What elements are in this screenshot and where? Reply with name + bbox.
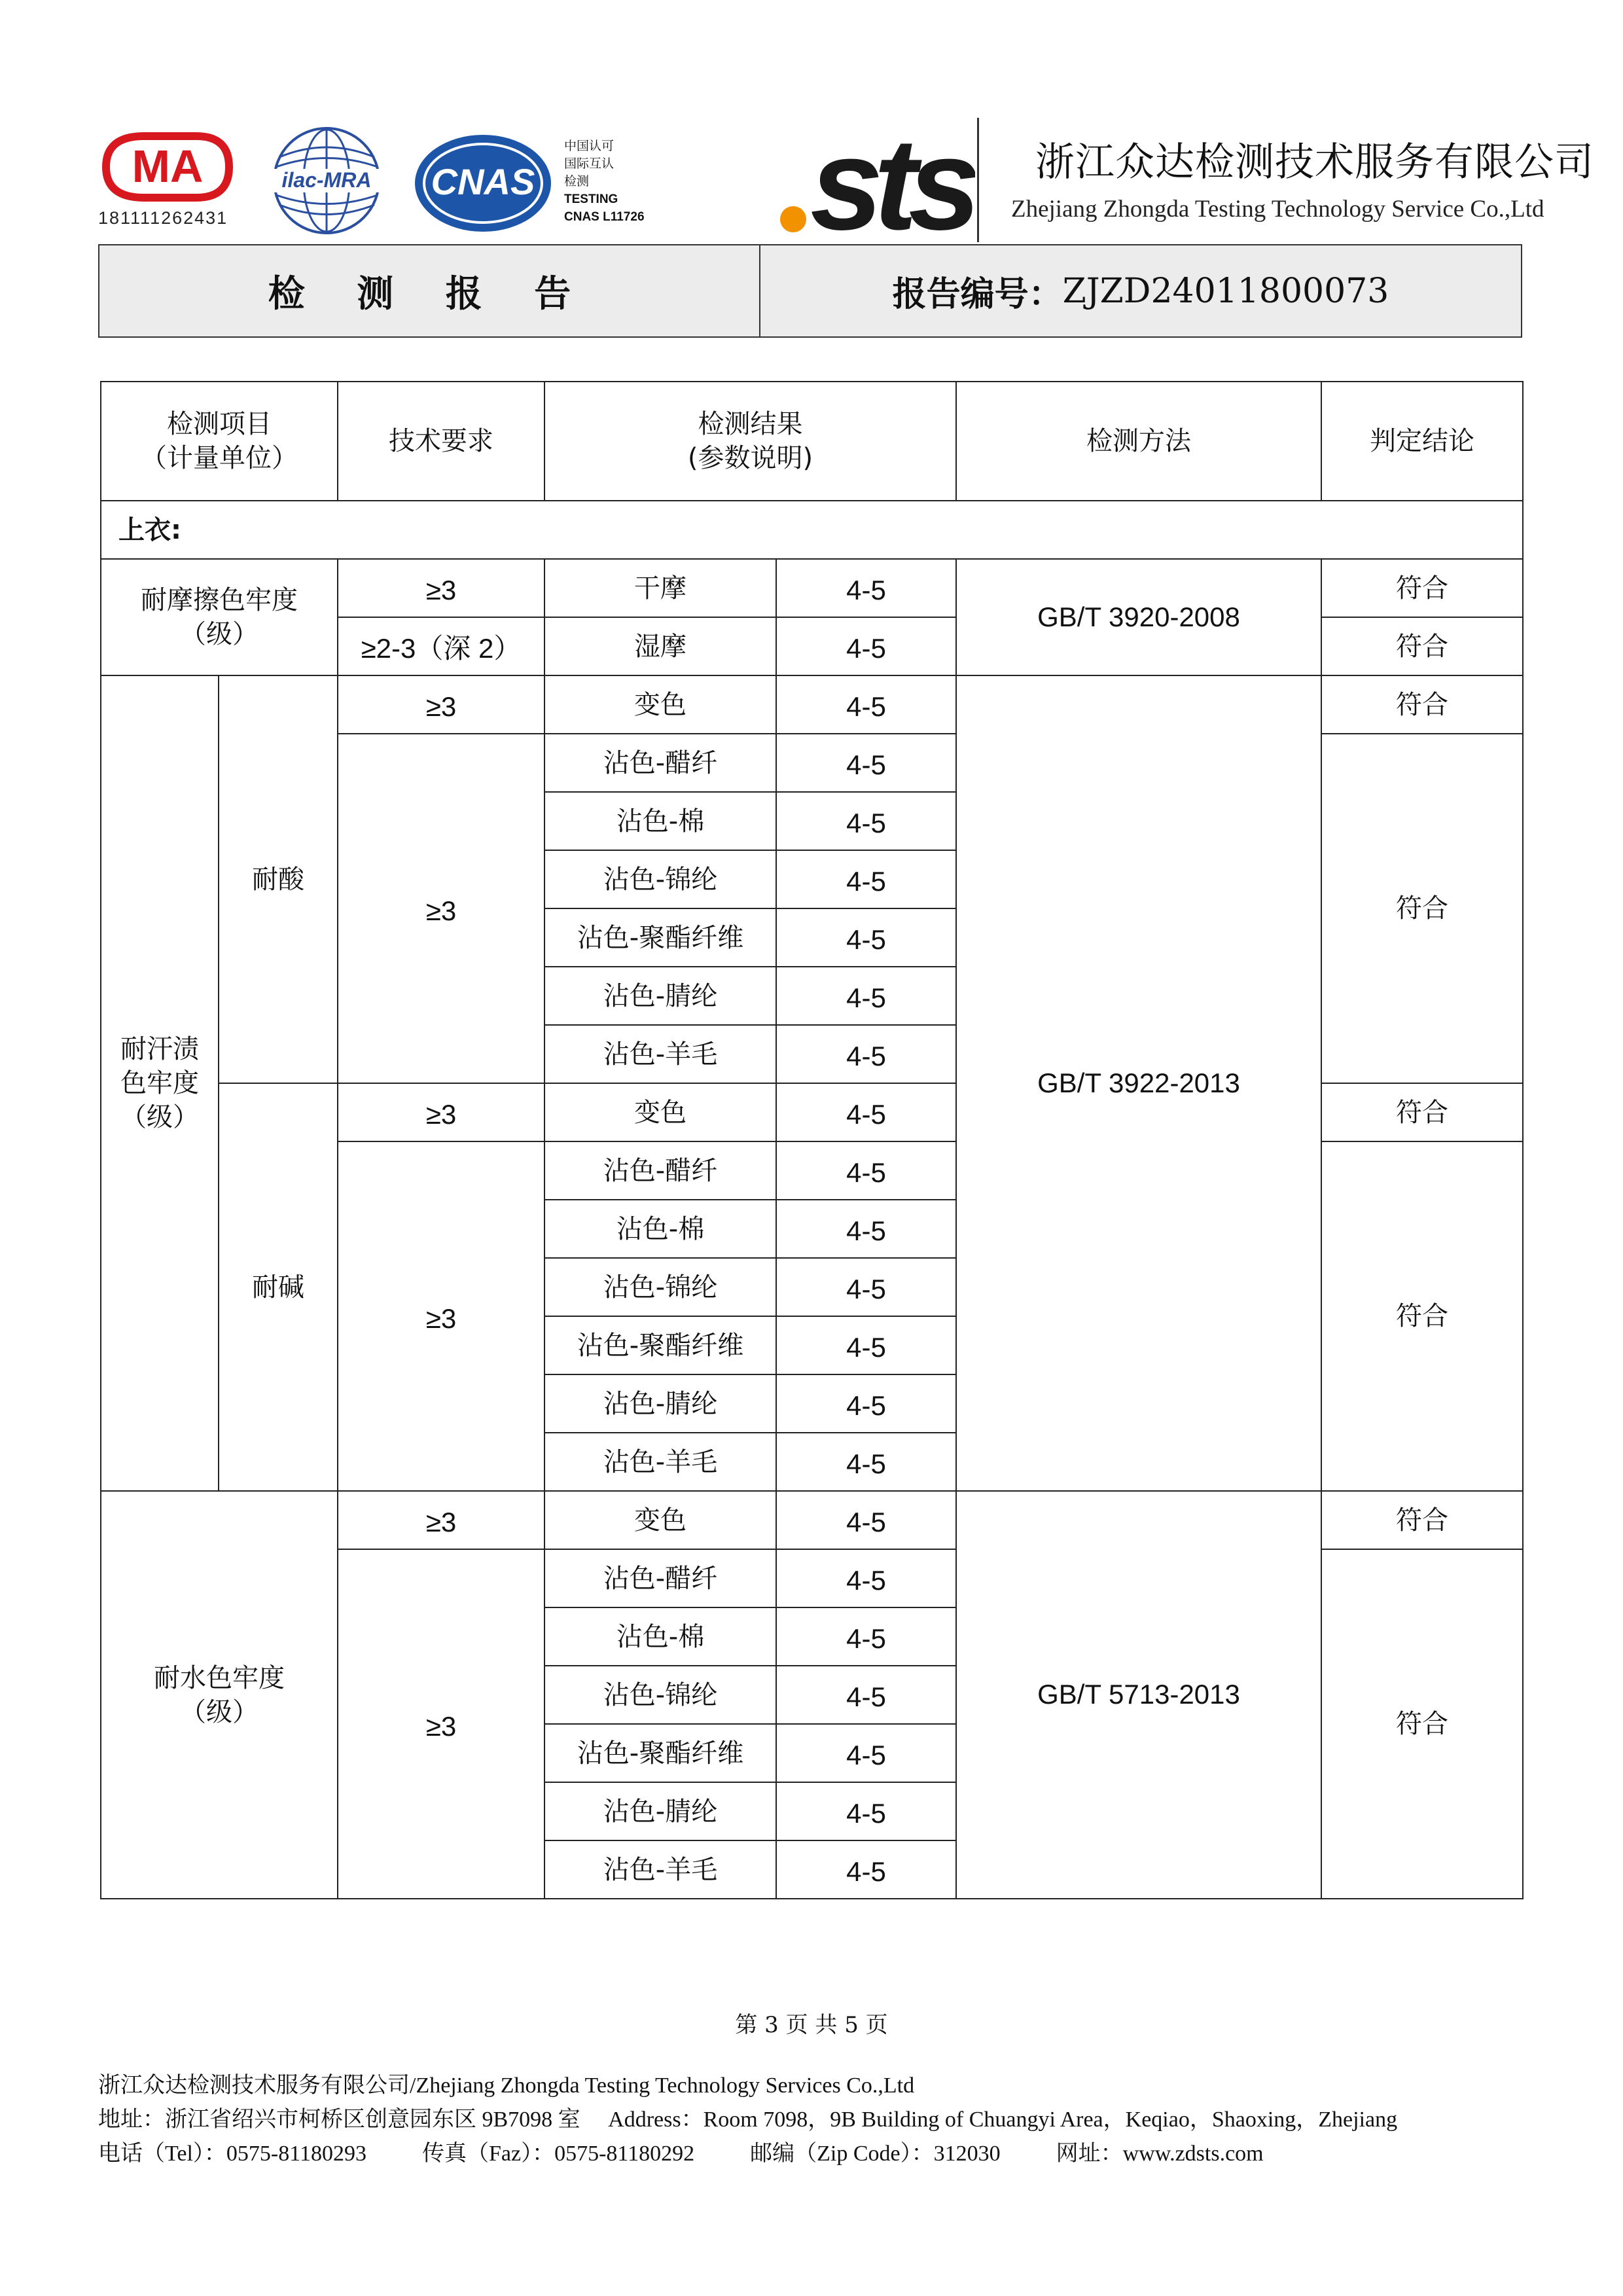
sts-logo xyxy=(772,111,975,242)
value-cell: 4-5 xyxy=(776,1549,956,1607)
verdict-cell: 符合 xyxy=(1321,1141,1523,1491)
requirement-cell: ≥2-3（深 2） xyxy=(338,617,544,675)
company-name-cn: 浙江众达检测技术服务有限公司 xyxy=(1035,139,1594,185)
cnas-caption-line: CNAS L11726 xyxy=(564,210,645,224)
requirement-cell: ≥3 xyxy=(338,559,544,617)
method-cell: GB/T 3920-2008 xyxy=(956,559,1321,675)
item-name: 耐水色牢度 xyxy=(154,1662,285,1693)
item-rubbing xyxy=(101,559,338,675)
value-cell: 4-5 xyxy=(776,1258,956,1316)
verdict-cell: 符合 xyxy=(1321,1549,1523,1899)
value-cell: 4-5 xyxy=(776,1316,956,1374)
table-row xyxy=(101,675,1523,734)
cnas-caption-line: TESTING xyxy=(564,192,618,206)
report-number-value: ZJZD24011800073 xyxy=(1062,271,1389,311)
footer-address: 地址：浙江省绍兴市柯桥区创意园东区 9B7098 室 Address：Room 7098，9B Building of Chuangyi Area，Keqiao，Shaoxing，Zhejiang xyxy=(98,2108,1398,2132)
header-result-line: 检测结果 xyxy=(698,409,803,439)
value-cell: 4-5 xyxy=(776,559,956,617)
company-name-en: Zhejiang Zhongda Testing Technology Service Co.,Ltd xyxy=(1011,196,1544,223)
table-row xyxy=(101,1491,1523,1549)
verdict-cell: 符合 xyxy=(1321,559,1523,617)
footer-company: 浙江众达检测技术服务有限公司/Zhejiang Zhongda Testing Technology Services Co.,Ltd xyxy=(98,2073,915,2098)
value-cell: 4-5 xyxy=(776,734,956,792)
method-cell: GB/T 3922-2013 xyxy=(956,675,1321,1491)
param-cell: 变色 xyxy=(544,1491,776,1549)
requirement-cell: ≥3 xyxy=(338,675,544,734)
item-unit: （级） xyxy=(180,619,259,649)
verdict-cell: 符合 xyxy=(1321,1491,1523,1549)
param-cell: 沾色-棉 xyxy=(544,792,776,850)
header-requirement: 技术要求 xyxy=(338,382,544,501)
report-title: 检 测 报 告 xyxy=(268,272,591,315)
report-number-label: 报告编号： xyxy=(892,275,1063,314)
param-cell: 沾色-棉 xyxy=(544,1200,776,1258)
svg-text:sts: sts xyxy=(810,111,972,242)
value-cell: 4-5 xyxy=(776,1724,956,1782)
param-cell: 沾色-羊毛 xyxy=(544,1433,776,1491)
cma-logo xyxy=(98,131,236,203)
item-name: 耐摩擦色牢度 xyxy=(141,585,298,615)
verdict-cell: 符合 xyxy=(1321,734,1523,1083)
item-name: 耐汗渍 xyxy=(120,1034,199,1064)
value-cell: 4-5 xyxy=(776,850,956,908)
item-unit: （级） xyxy=(120,1102,199,1132)
cnas-caption xyxy=(564,137,645,226)
param-cell: 沾色-醋纤 xyxy=(544,734,776,792)
param-cell: 沾色-腈纶 xyxy=(544,1374,776,1433)
report-number xyxy=(760,245,1521,336)
ilac-mra-logo xyxy=(263,124,391,237)
param-cell: 沾色-羊毛 xyxy=(544,1840,776,1899)
results-table xyxy=(100,381,1524,1899)
value-cell: 4-5 xyxy=(776,1025,956,1083)
subitem-acid: 耐酸 xyxy=(219,675,338,1083)
param-cell: 沾色-腈纶 xyxy=(544,967,776,1025)
header-method: 检测方法 xyxy=(956,382,1321,501)
cnas-caption-line: 检测 xyxy=(564,174,590,188)
value-cell: 4-5 xyxy=(776,1782,956,1840)
requirement-cell: ≥3 xyxy=(338,1491,544,1549)
requirement-cell: ≥3 xyxy=(338,1083,544,1141)
param-cell: 变色 xyxy=(544,675,776,734)
item-water xyxy=(101,1491,338,1899)
param-cell: 沾色-锦纶 xyxy=(544,1666,776,1724)
subitem-alkali: 耐碱 xyxy=(219,1083,338,1491)
cnas-caption-line: 国际互认 xyxy=(564,156,615,171)
item-name: 色牢度 xyxy=(120,1068,199,1098)
param-cell: 沾色-锦纶 xyxy=(544,850,776,908)
footer-contact: 电话（Tel）：0575-81180293 传真（Faz）：0575-81180292 邮编（Zip Code）：312030 网址：www.zdsts.com xyxy=(98,2142,1264,2166)
header-result-note: (参数说明) xyxy=(687,443,813,473)
method-cell: GB/T 5713-2013 xyxy=(956,1491,1321,1899)
value-cell: 4-5 xyxy=(776,1200,956,1258)
verdict-cell: 符合 xyxy=(1321,1083,1523,1141)
param-cell: 沾色-棉 xyxy=(544,1607,776,1666)
page-number: 第 3 页 共 5 页 xyxy=(735,2012,888,2038)
param-cell: 沾色-聚酯纤维 xyxy=(544,1316,776,1374)
table-row xyxy=(101,559,1523,617)
param-cell: 湿摩 xyxy=(544,617,776,675)
report-title-bar xyxy=(98,244,1522,338)
value-cell: 4-5 xyxy=(776,1433,956,1491)
section-label: 上衣: xyxy=(101,501,1523,559)
value-cell: 4-5 xyxy=(776,1666,956,1724)
cnas-caption-line: 中国认可 xyxy=(564,139,615,153)
param-cell: 沾色-醋纤 xyxy=(544,1549,776,1607)
header-item xyxy=(101,382,338,501)
value-cell: 4-5 xyxy=(776,967,956,1025)
param-cell: 沾色-羊毛 xyxy=(544,1025,776,1083)
verdict-cell: 符合 xyxy=(1321,617,1523,675)
svg-text:MA: MA xyxy=(132,141,204,192)
header-result xyxy=(544,382,956,501)
value-cell: 4-5 xyxy=(776,792,956,850)
param-cell: 干摩 xyxy=(544,559,776,617)
requirement-cell: ≥3 xyxy=(338,1141,544,1491)
param-cell: 沾色-腈纶 xyxy=(544,1782,776,1840)
value-cell: 4-5 xyxy=(776,1083,956,1141)
header-conclusion: 判定结论 xyxy=(1321,382,1523,501)
param-cell: 沾色-锦纶 xyxy=(544,1258,776,1316)
item-unit: （级） xyxy=(180,1696,259,1727)
cma-number: 181111262431 xyxy=(98,208,228,228)
value-cell: 4-5 xyxy=(776,1141,956,1200)
header-divider xyxy=(977,118,979,242)
verdict-cell: 符合 xyxy=(1321,675,1523,734)
value-cell: 4-5 xyxy=(776,908,956,967)
param-cell: 沾色-醋纤 xyxy=(544,1141,776,1200)
svg-text:CNAS: CNAS xyxy=(431,161,535,202)
param-cell: 沾色-聚酯纤维 xyxy=(544,1724,776,1782)
value-cell: 4-5 xyxy=(776,1374,956,1433)
requirement-cell: ≥3 xyxy=(338,1549,544,1899)
param-cell: 变色 xyxy=(544,1083,776,1141)
header-item-unit: （计量单位） xyxy=(141,443,298,473)
header-item-line: 检测项目 xyxy=(167,409,272,439)
item-perspiration xyxy=(101,675,219,1491)
param-cell: 沾色-聚酯纤维 xyxy=(544,908,776,967)
value-cell: 4-5 xyxy=(776,617,956,675)
value-cell: 4-5 xyxy=(776,1491,956,1549)
value-cell: 4-5 xyxy=(776,1607,956,1666)
value-cell: 4-5 xyxy=(776,1840,956,1899)
value-cell: 4-5 xyxy=(776,675,956,734)
requirement-cell: ≥3 xyxy=(338,734,544,1083)
table-header-row xyxy=(101,382,1523,501)
section-row xyxy=(101,501,1523,559)
svg-text:ilac-MRA: ilac-MRA xyxy=(281,168,372,192)
cnas-logo xyxy=(411,131,555,236)
